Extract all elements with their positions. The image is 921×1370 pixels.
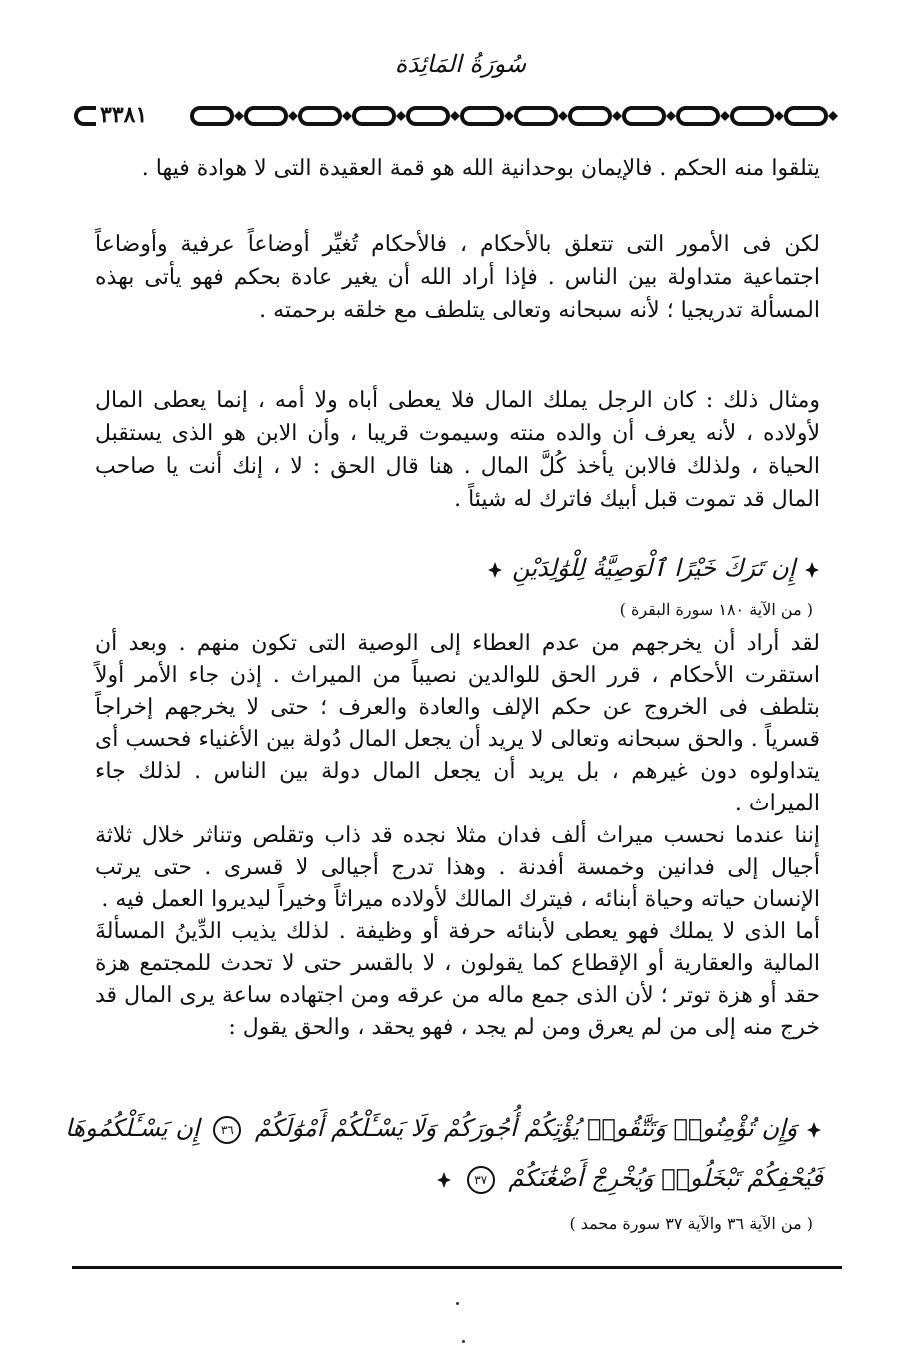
ayah-number-37: ٣٧	[467, 1166, 495, 1194]
verse-2-line-1	[65, 1108, 823, 1148]
verse-2-text-a: وَإِن تُؤْمِنُوا۟ وَتَتَّقُوا۟ يُؤْتِكُمْ أُجُورَكُمْ وَلَا يَسْـَٔلْكُمْ أَمْوَٰلَكُمْ	[254, 1114, 798, 1142]
chain-ornament-icon	[72, 103, 842, 129]
chain-link-icon	[192, 108, 232, 124]
paragraph-3: ومثال ذلك : كان الرجل يملك المال فلا يعطى أباه ولا أمه ، إنما يعطى المال لأولاده ، لأنه يعرف أن والده منته وسيموت قريبا ، وأن الابن هو الذى يستقبل الحياة ، ولذلك فالابن يأخذ كُلَّ المال . هنا قال الحق : لا ، إنك أنت يا صاحب المال قد تموت قبل أبيك فاترك له شيئاً .	[95, 388, 820, 512]
paragraph-1: يتلقوا منه الحكم . فالإيمان بوحدانية الله هو قمة العقيدة التى لا هوادة فيها .	[141, 156, 820, 181]
speck	[456, 1302, 459, 1305]
verse-1-text: إِن تَرَكَ خَيْرًا ٱلْوَصِيَّةُ لِلْوَٰلِدَيْنِ	[512, 554, 796, 582]
sura-title: سُورَةُ المَائِدَة	[394, 50, 527, 78]
paragraph-6: أما الذى لا يملك فهو يعطى لأبنائه حرفة أو وظيفة . لذلك يذيب الدِّينُ المسألةَ المالية والعقارية أو الإقطاع كما يقولون ، لا بالقسر حتى لا تحدث للمجتمع هزة حقد أو هزة توتر ؛ لأن الذى جمع ماله من عرقه ومن اجتهاده ساعة يرى المال قد خرج منه إلى من لم يعرق ومن لم يجد ، فهو يحقد ، والحق يقول :	[95, 919, 820, 1040]
speck	[462, 1340, 465, 1343]
verse-2-line-2	[435, 1158, 823, 1198]
chain-diamond-icon	[612, 111, 622, 121]
verse-1-reference: ( من الآية ١٨٠ سورة البقرة )	[619, 600, 813, 619]
chain-link-icon	[786, 108, 826, 124]
chain-diamond-icon	[450, 111, 460, 121]
verse-2-reference: ( من الآية ٣٦ والآية ٣٧ سورة محمد )	[569, 1214, 813, 1233]
verse-close-ornament-icon	[435, 1171, 453, 1189]
verse-1	[486, 548, 821, 588]
chain-link-icon	[408, 108, 448, 124]
chain-diamond-icon	[342, 111, 352, 121]
verse-open-ornament-icon	[803, 561, 821, 579]
verse-close-ornament-icon	[486, 561, 504, 579]
chain-link-icon	[678, 108, 718, 124]
chain-diamond-icon	[234, 111, 244, 121]
verse-2-text-b: إِن يَسْـَٔلْكُمُوهَا	[65, 1114, 200, 1142]
chain-link-icon	[354, 108, 394, 124]
chain-diamond-icon	[504, 111, 514, 121]
paragraph-4: لقد أراد أن يخرجهم من عدم العطاء إلى الوصية التى تكون منهم . وبعد أن استقرت الأحكام ، قرر الحق للوالدين نصيباً من الميراث . إذن جاء الأمر أولاً بتلطف فى الخروج عن حكم الإلف والعادة والعرف ؛ حتى لا يخرجهم إخراجاً قسرياً . والحق سبحانه وتعالى لا يريد أن يجعل المال دُولة بين الأغنياء فحسب أى يتداولوه دون غيرهم ، بل يريد أن يجعل المال دولة بين الناس . لذلك جاء الميراث .	[95, 631, 820, 816]
chain-diamond-icon	[666, 111, 676, 121]
chain-link-icon	[246, 108, 286, 124]
page-number: ٣٣٨١	[96, 102, 151, 128]
chain-link-icon	[624, 108, 664, 124]
chain-link-icon	[570, 108, 610, 124]
chain-link-icon	[462, 108, 502, 124]
chain-diamond-icon	[774, 111, 784, 121]
footer-rule	[72, 1266, 842, 1269]
chain-diamond-icon	[558, 111, 568, 121]
verse-2-text-c: فَيُحْفِكُمْ تَبْخَلُوا۟ وَيُخْرِجْ أَضْغَٰنَكُمْ	[508, 1164, 823, 1192]
verse-open-ornament-icon	[805, 1121, 823, 1139]
header-ornament-band	[72, 103, 842, 129]
paragraph-2: لكن فى الأمور التى تتعلق بالأحكام ، فالأحكام تُغيِّر أوضاعاً عرفية وأوضاعاً اجتماعية متداولة بين الناس . فإذا أراد الله أن يغير عادة بحكم فهو يأتى بهذه المسألة تدريجيا ؛ لأنه سبحانه وتعالى يتلطف مع خلقه برحمته .	[95, 232, 820, 323]
chain-diamond-icon	[828, 111, 838, 121]
chain-diamond-icon	[396, 111, 406, 121]
chain-diamond-icon	[288, 111, 298, 121]
chain-link-icon	[300, 108, 340, 124]
chain-diamond-icon	[720, 111, 730, 121]
chain-link-icon	[516, 108, 556, 124]
chain-link-icon	[732, 108, 772, 124]
ayah-number-36: ٣٦	[213, 1116, 241, 1144]
paragraph-5: إننا عندما نحسب ميراث ألف فدان مثلا نجده قد ذاب وتقلص وتناثر خلال ثلاثة أجيال إلى فدانين وخمسة أفدنة . وهذا تدرج أجيالى لا قسرى . حتى يرتب الإنسان حياته وحياة أبنائه ، فيترك المالك لأولاده ميراثاً وخيراً ليديروا العمل فيه .	[95, 823, 820, 912]
